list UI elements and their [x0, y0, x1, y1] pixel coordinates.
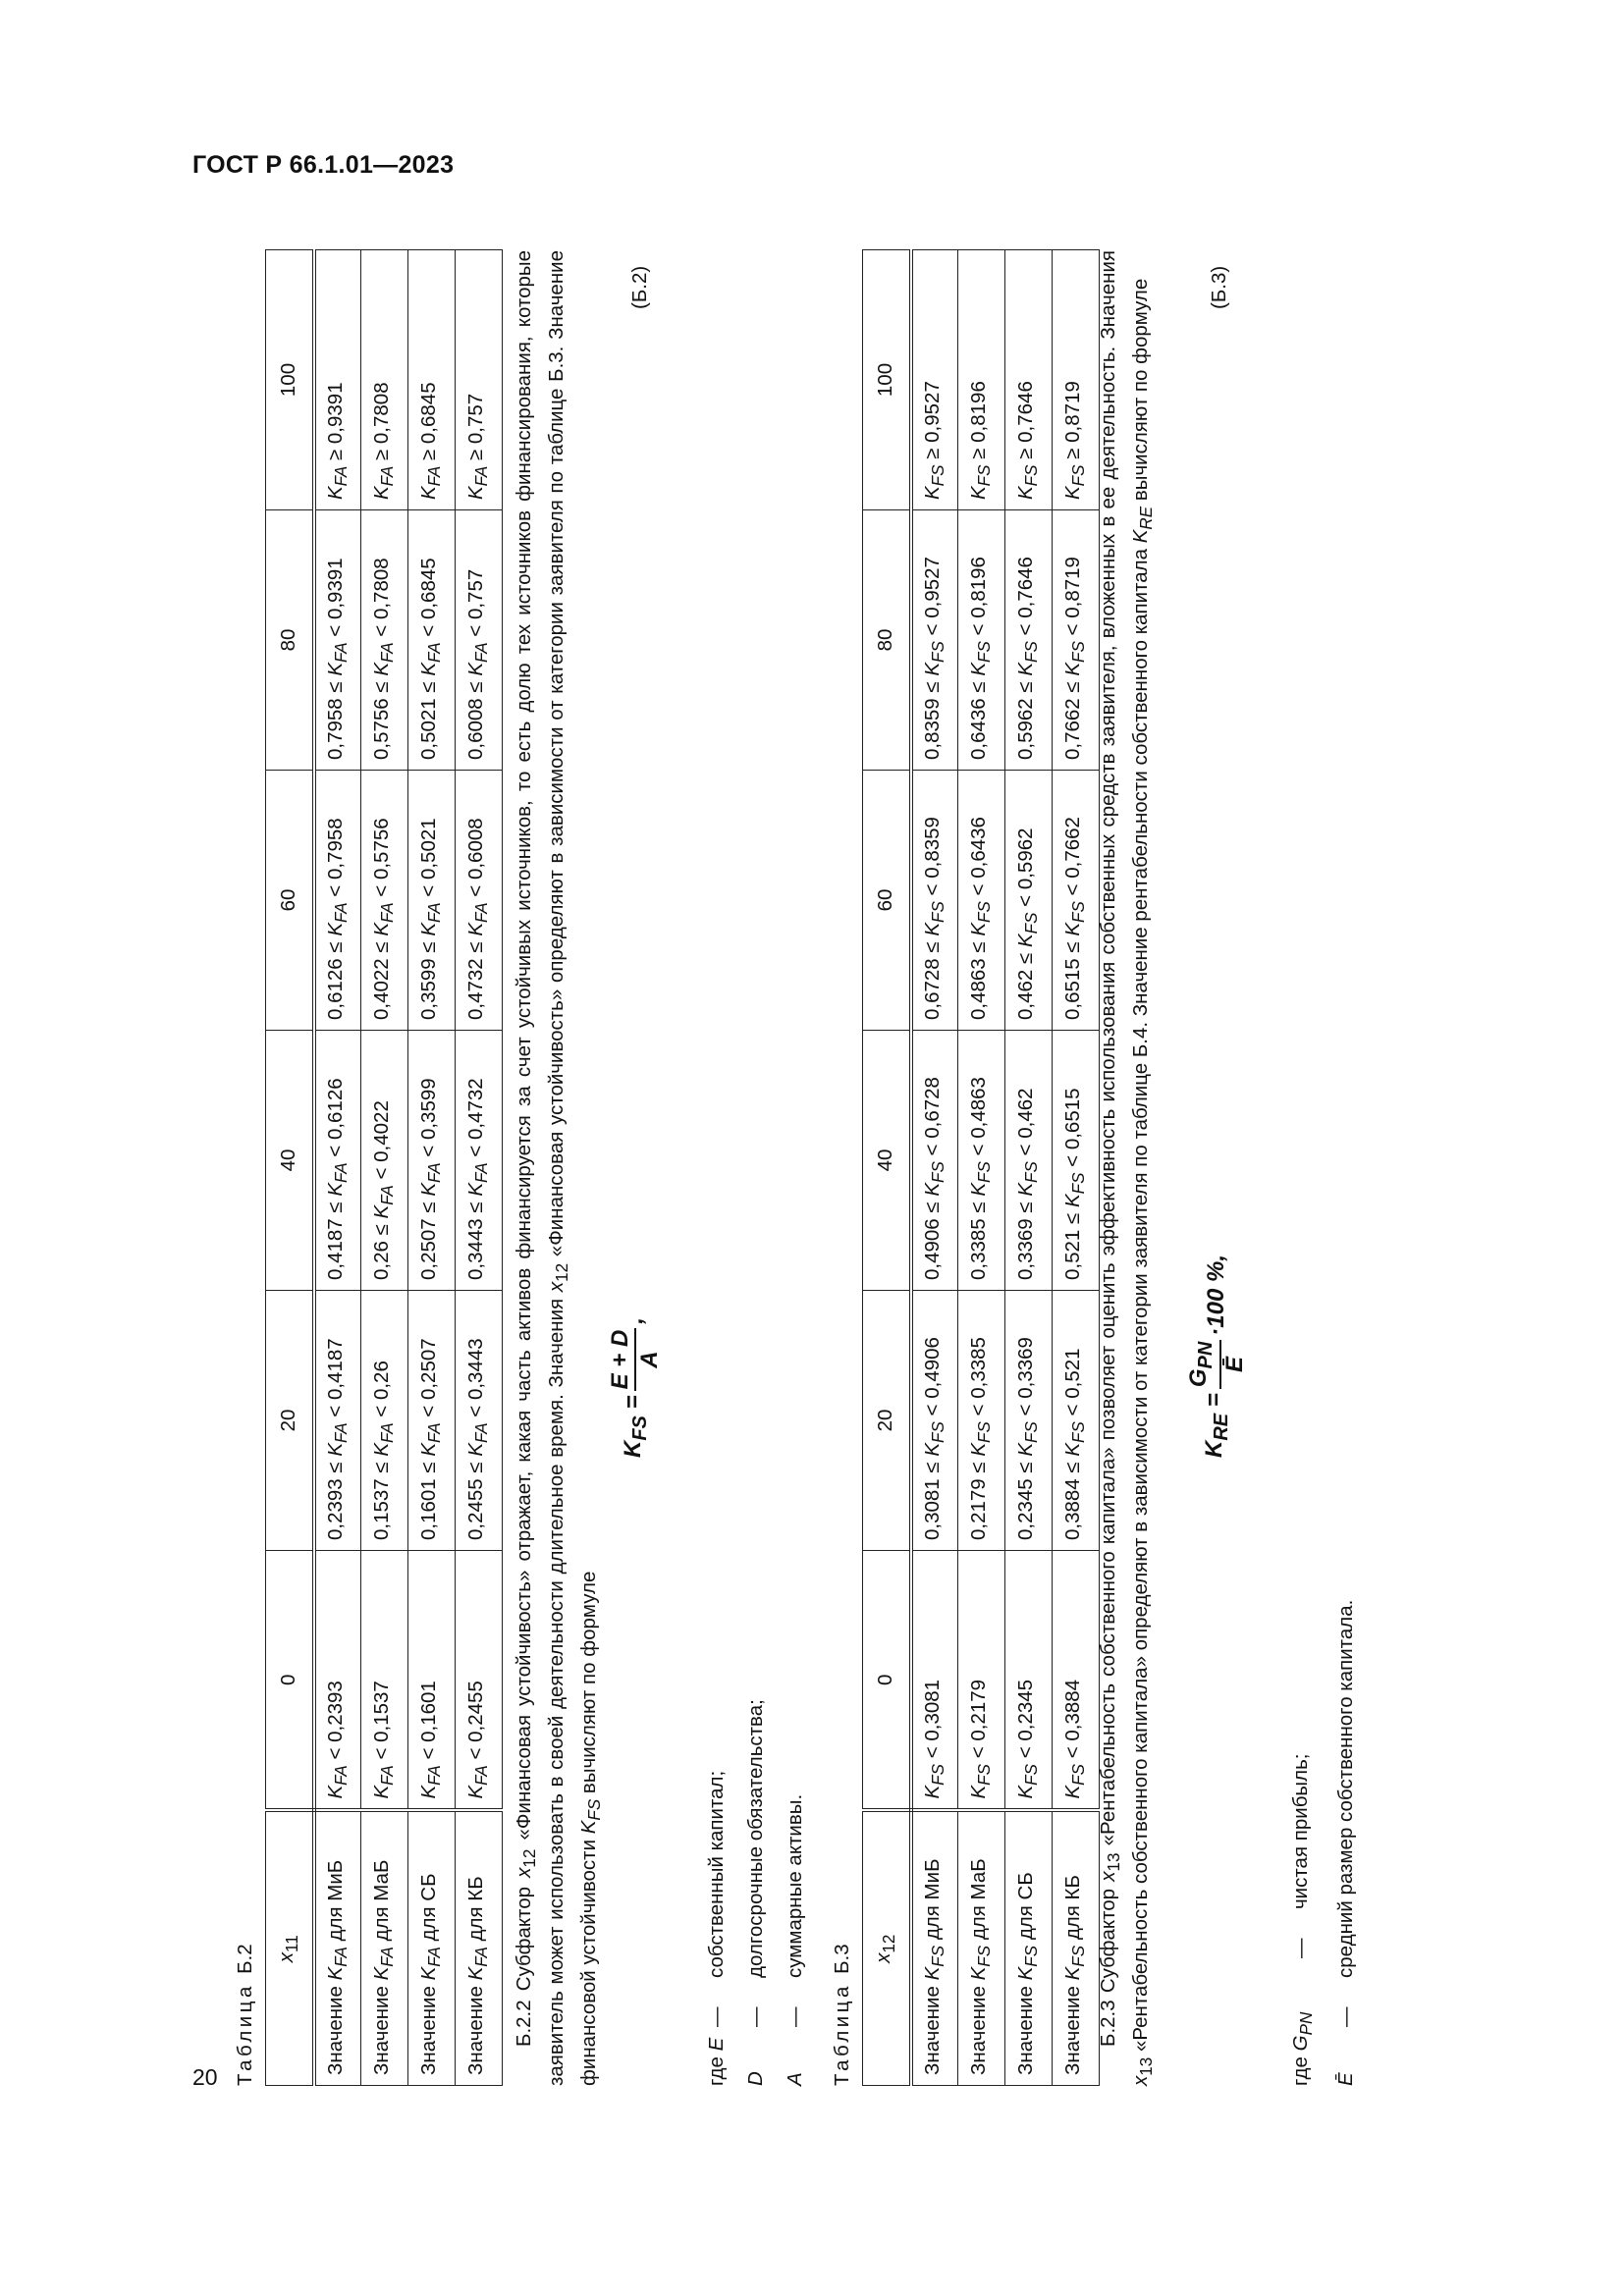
table-cell: $0,1601 \le K_{FA} < 0,2507$ [408, 1291, 456, 1551]
column-header: 20 [863, 1291, 911, 1551]
table-cell: $0,5021 \le K_{FA} < 0,6845$ [408, 510, 456, 771]
column-header: 80 [266, 510, 314, 771]
table-cell: $K_{FS} < 0,2179$ [958, 1551, 1005, 1811]
table-cell: $0,6126 \le K_{FA} < 0,7958$ [314, 771, 361, 1031]
row-label: Значение $K_{FS}$ для КБ [1053, 1811, 1100, 2086]
table-cell: $K_{FS} \ge 0,7646$ [1005, 250, 1053, 510]
table-cell: $K_{FS} \ge 0,9527$ [911, 250, 958, 510]
table-cell: $0,521 \le K_{FS} < 0,6515$ [1053, 1031, 1100, 1291]
page-number: 20 [192, 2064, 218, 2090]
document-code: ГОСТ Р 66.1.01—2023 [192, 151, 455, 179]
table-row [911, 250, 958, 2086]
paragraph-b2-3: Б.2.3 Субфактор $x_{13}$ «Рентабельность собственного капитала» позволяет оценить эффективность использования собственных средств заявителя, вложенных в ее деятельность. Значения $x_{13}$ «Рентабельность собственного капитала» определяют в зависимости от категории заявителя по таблице Б.4. Значение рентабельности собственного капитала $K_{RE}$ вычисляют по формуле [1097, 250, 1157, 2086]
table-cell: $K_{FS} < 0,3081$ [911, 1551, 958, 1811]
equation-number-b2: (Б.2) [628, 265, 651, 309]
where-symbol: где E [705, 2037, 728, 2086]
equation-number-b3: (Б.3) [1208, 265, 1230, 309]
where-symbol: A [784, 2072, 806, 2086]
table-row [314, 250, 361, 2086]
row-label: Значение $K_{FA}$ для МаБ [361, 1811, 408, 2086]
table-cell: $0,2179 \le K_{FS} < 0,3385$ [958, 1291, 1005, 1551]
table-cell: $0,3599 \le K_{FA} < 0,5021$ [408, 771, 456, 1031]
table-cell: $0,6436 \le K_{FS} < 0,8196$ [958, 510, 1005, 771]
where-dash: — [1289, 1938, 1312, 1958]
table-cell: $0,7958 \le K_{FA} < 0,9391$ [314, 510, 361, 771]
table-cell: $K_{FS} < 0,3884$ [1053, 1551, 1100, 1811]
column-header: 40 [863, 1031, 911, 1291]
table-cell: $0,1537 \le K_{FA} < 0,26$ [361, 1291, 408, 1551]
table-cell: $0,4863 \le K_{FS} < 0,6436$ [958, 771, 1005, 1031]
formula-b3: $K_{RE}$ = $G_{PN}$ Ē ·100 %, [1185, 1254, 1248, 1458]
header-label: $x_{11}$ [266, 1811, 314, 2086]
row-label: Значение $K_{FA}$ для СБ [408, 1811, 456, 2086]
table-cell: $K_{FS} \ge 0,8719$ [1053, 250, 1100, 510]
where-item [736, 1699, 776, 2086]
table-cell: $0,3081 \le K_{FS} < 0,4906$ [911, 1291, 958, 1551]
table-cell: $0,2345 \le K_{FS} < 0,3369$ [1005, 1291, 1053, 1551]
table-cell: $K_{FA} < 0,1537$ [361, 1551, 408, 1811]
table-cell: $K_{FA} \ge 0,757$ [456, 250, 503, 510]
table-cell: $0,3884 \le K_{FS} < 0,521$ [1053, 1291, 1100, 1551]
table-cell: $0,5756 \le K_{FA} < 0,7808$ [361, 510, 408, 771]
table-b3 [862, 249, 1100, 2086]
column-header: 0 [266, 1551, 314, 1811]
table-cell: $0,7662 \le K_{FS} < 0,8719$ [1053, 510, 1100, 771]
column-header: 60 [266, 771, 314, 1031]
where-item [697, 1699, 736, 2086]
table-cell: $0,462 \le K_{FS} < 0,5962$ [1005, 771, 1053, 1031]
where-text: долгосрочные обязательства; [744, 1699, 767, 1978]
where-dash: — [784, 2006, 806, 2027]
column-header: 100 [266, 250, 314, 510]
where-symbol: Ē [1334, 2072, 1358, 2086]
where-item [1281, 1600, 1326, 2086]
table-b3-caption: Таблица Б.3 [831, 1944, 853, 2086]
column-header: 100 [863, 250, 911, 510]
table-cell: $0,3369 \le K_{FS} < 0,462$ [1005, 1031, 1053, 1291]
table-cell: $K_{FS} < 0,2345$ [1005, 1551, 1053, 1811]
row-label: Значение $K_{FA}$ для КБ [456, 1811, 503, 2086]
table-cell: $K_{FA} \ge 0,9391$ [314, 250, 361, 510]
table-cell: $0,4732 \le K_{FA} < 0,6008$ [456, 771, 503, 1031]
table-row [1005, 250, 1053, 2086]
column-header: 60 [863, 771, 911, 1031]
table-row [958, 250, 1005, 2086]
table-cell: $0,6008 \le K_{FA} < 0,757$ [456, 510, 503, 771]
where-list-b3 [1281, 1600, 1366, 2086]
table-cell: $0,6515 \le K_{FS} < 0,7662$ [1053, 771, 1100, 1031]
table-row [408, 250, 456, 2086]
table-cell: $0,3443 \le K_{FA} < 0,4732$ [456, 1031, 503, 1291]
table-cell: $0,6728 \le K_{FS} < 0,8359$ [911, 771, 958, 1031]
column-header: 80 [863, 510, 911, 771]
where-text: собственный капитал; [705, 1770, 728, 1978]
table-cell: $0,4906 \le K_{FS} < 0,6728$ [911, 1031, 958, 1291]
table-cell: $0,3385 \le K_{FS} < 0,4863$ [958, 1031, 1005, 1291]
row-label: Значение $K_{FA}$ для МиБ [314, 1811, 361, 2086]
where-text: суммарные активы. [784, 1793, 806, 1978]
paragraph-b2-2: Б.2.2 Субфактор $x_{12}$ «Финансовая устойчивость» отражает, какая часть активов финансируется за счет устойчивых источников, то есть долю тех источников финансирования, которые заявитель может использовать в своей деятельности длительное время. Значения $x_{12}$ «Финансовая устойчивость» определяют в зависимости от категории заявителя по таблице Б.3. Значение финансовой устойчивости $K_{FS}$ вычисляют по формуле [513, 249, 605, 2086]
where-list-b2 [697, 1699, 815, 2086]
table-row [1053, 250, 1100, 2086]
table-cell: $0,4022 \le K_{FA} < 0,5756$ [361, 771, 408, 1031]
table-cell: $0,8359 \le K_{FS} < 0,9527$ [911, 510, 958, 771]
row-label: Значение $K_{FS}$ для МаБ [958, 1811, 1005, 2086]
column-header: 40 [266, 1031, 314, 1291]
row-label: Значение $K_{FS}$ для СБ [1005, 1811, 1053, 2086]
where-text: средний размер собственного капитала. [1334, 1599, 1358, 1978]
table-b2-caption: Таблица Б.2 [234, 1944, 256, 2086]
table-cell: $0,2507 \le K_{FA} < 0,3599$ [408, 1031, 456, 1291]
where-symbol: где $G_{PN}$ [1289, 2011, 1317, 2086]
where-text: чистая прибыль; [1289, 1753, 1312, 1909]
table-cell: $K_{FA} < 0,2393$ [314, 1551, 361, 1811]
table-cell: $0,5962 \le K_{FS} < 0,7646$ [1005, 510, 1053, 771]
where-dash: — [705, 2006, 728, 2027]
table-cell: $0,2455 \le K_{FA} < 0,3443$ [456, 1291, 503, 1551]
table-cell: $K_{FA} < 0,2455$ [456, 1551, 503, 1811]
table-cell: $K_{FS} \ge 0,8196$ [958, 250, 1005, 510]
column-header: 20 [266, 1291, 314, 1551]
where-item [1326, 1600, 1366, 2086]
where-item [776, 1699, 815, 2086]
table-cell: $0,26 \le K_{FA} < 0,4022$ [361, 1031, 408, 1291]
table-b2 [265, 249, 503, 2086]
where-dash: — [744, 2006, 767, 2027]
table-cell: $0,4187 \le K_{FA} < 0,6126$ [314, 1031, 361, 1291]
table-row [361, 250, 408, 2086]
column-header: 0 [863, 1551, 911, 1811]
header-label: $x_{12}$ [863, 1811, 911, 2086]
formula-b2: $K_{FS}$ = E + D A , [607, 1317, 663, 1458]
table-cell: $0,2393 \le K_{FA} < 0,4187$ [314, 1291, 361, 1551]
table-row [456, 250, 503, 2086]
row-label: Значение $K_{FS}$ для МиБ [911, 1811, 958, 2086]
table-cell: $K_{FA} \ge 0,7808$ [361, 250, 408, 510]
table-cell: $K_{FA} < 0,1601$ [408, 1551, 456, 1811]
where-dash: — [1334, 2006, 1358, 2027]
where-symbol: D [744, 2071, 767, 2086]
rotated-content [216, 240, 1434, 2086]
table-cell: $K_{FA} \ge 0,6845$ [408, 250, 456, 510]
